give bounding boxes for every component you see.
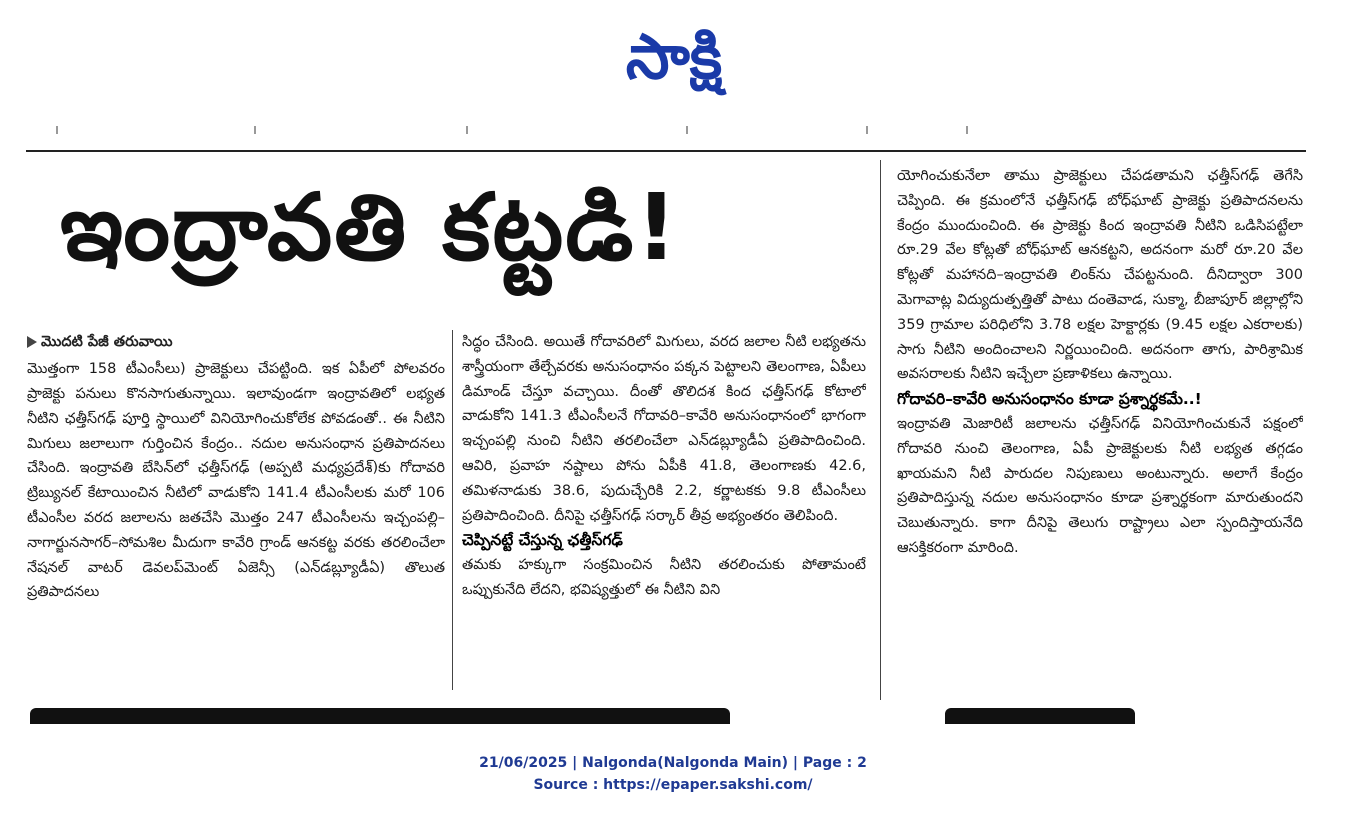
article-column-2 xyxy=(462,330,866,690)
column-rule-2 xyxy=(880,160,881,700)
column-2-text-b: తమకు హక్కుగా సంక్రమించిన నీటిని తరలించుకు పోతామంటే ఒప్పుకునేది లేదని, భవిష్యత్తులో ఈ నీటిని విని xyxy=(462,557,866,598)
lead-label-text: మొదటి పేజీ తరువాయి xyxy=(41,334,173,350)
lead-label xyxy=(27,330,173,355)
column-3-text-b: ఇంద్రావతి మెజారిటీ జలాలను ఛత్తీస్‌గఢ్ వినియోగించుకునే పక్షంలో గోదావరి నుంచి తెలంగాణ, ఏపీ ప్రాజెక్టులకు నీటి లభ్యత తగ్గడం ఖాయమని నీటి పారుదల నిపుణులు అంటున్నారు. అలాగే కేంద్రం ప్రతిపాదిస్తున్న నదుల అనుసంధానం కూడా ప్రశ్నార్థకంగా మారుతుందని చెబుతున్నారు. కాగా దీనిపై తెలుగు రాష్ట్రాలు ఎలా స్పందిస్తాయనేది ఆసక్తికరంగా మారింది. xyxy=(897,415,1303,556)
footer xyxy=(0,752,1346,796)
footer-source[interactable]: Source : https://epaper.sakshi.com/ xyxy=(533,777,813,793)
play-arrow-icon xyxy=(27,336,37,348)
column-2-text-a: సిద్ధం చేసింది. అయితే గోదావరిలో మిగులు, వరద జలాల నీటి లభ్యతను శాస్త్రీయంగా తేల్చేవరకు అనుసంధానం పక్కన పెట్టాలని తెలంగాణ, ఏపీలు డిమాండ్ చేస్తూ వచ్చాయి. దీంతో తొలిదశ కింద ఛత్తీస్‌గఢ్ కోటాలో వాడుకోని 141.3 టీఎంసీలనే గోదావరి–కావేరి అనుసంధానంలో భాగంగా ఇచ్చంపల్లి నుంచి నీటిని తరలించేలా ఎన్‌డబ్ల్యూడీఏ ప్రతిపాదించింది. ఆవిరి, ప్రవాహ నష్టాలు పోను ఏపీకి 41.8, తెలంగాణకు 42.6, తమిళనాడుకు 38.6, పుదుచ్చేరికి 2.2, కర్ణాటకకు 9.8 టీఎంసీలు ప్రతిపాదించింది. దీనిపై ఛత్తీస్‌గఢ్ సర్కార్ తీవ్ర అభ్యంతరం తెలిపింది. xyxy=(462,334,866,524)
footer-date-edition: 21/06/2025 | Nalgonda(Nalgonda Main) | Page : 2 xyxy=(479,755,867,771)
sakshi-logo xyxy=(574,14,774,100)
subheading-2: చెప్పినట్టే చేస్తున్న ఛత్తీస్‌గఢ్ xyxy=(462,531,623,550)
article-column-3 xyxy=(897,164,1303,694)
headline: ఇంద్రావతి కట్టడి! xyxy=(60,174,680,281)
next-headline-fragment-left xyxy=(30,708,730,724)
article-column-1 xyxy=(27,330,445,690)
svg-text:సాక్షి: సాక్షి xyxy=(625,20,723,93)
column-3-text-a: యోగించుకునేలా తాము ప్రాజెక్టులు చేపడతామని ఛత్తీస్‌గఢ్ తెగేసి చెప్పింది. ఈ క్రమంలోనే ఛత్తీస్‌గఢ్ బోధ్‌ఘాట్ ప్రాజెక్టు ప్రతిపాదనలను కేంద్రం ముందుంచింది. ఈ ప్రాజెక్టు కింద ఇంద్రావతి నీటిని ఒడిసిపట్టేలా రూ.29 వేల కోట్లతో బోధ్‌ఘాట్ ఆనకట్టని, అదనంగా మరో రూ.20 వేల కోట్లతో మహానది–ఇంద్రావతి లింక్‌ను చేపట్టనుంది. దీనిద్వారా 300 మెగావాట్ల విద్యుదుత్పత్తితో పాటు దంతెవాడ, సుక్మా, బీజాపూర్ జిల్లాల్లోని 359 గ్రామాల పరిధిలోని 3.78 లక్షల హెక్టార్లకు (9.45 లక్షల ఎకరాలకు) సాగు నీటిని అందించాలని నిర్ణయించింది. అదనంగా తాగు, పారిశ్రామిక అవసరాలకు నీటిని ఇచ్చేలా ప్రణాళికలు ఉన్నాయి. xyxy=(897,168,1303,383)
top-rule xyxy=(26,150,1306,152)
column-1-text: మొత్తంగా 158 టీఎంసీలు) ప్రాజెక్టులు చేపట్టింది. ఇక ఏపీలో పోలవరం ప్రాజెక్టు పనులు కొనసాగుతున్నాయి. ఇలావుండగా ఇంద్రావతిలో లభ్యత నీటిని ఛత్తీస్‌గఢ్ పూర్తి స్థాయిలో వినియోగించుకోలేక పోవడంతో.. ఈ నీటిని మిగులు జలాలుగా గుర్తించిన కేంద్రం.. నదుల అనుసంధాన ప్రతిపాదనలు చేసింది. ఇంద్రావతి బేసిన్‌లో ఛత్తీస్‌గఢ్ (అప్పటి మధ్యప్రదేశ్)కు గోదావరి ట్రిబ్యునల్ కేటాయించిన నీటిలో వాడుకోని 141.4 టీఎంసీలకు మరో 106 టీఎంసీల వరద జలాలను జతచేసి మొత్తం 247 టీఎంసీలను ఇచ్చంపల్లి–నాగార్జునసాగర్–సోమశిల మీదుగా కావేరి గ్రాండ్ ఆనకట్ట వరకు తరలించేలా నేషనల్ వాటర్ డెవలప్‌మెంట్ ఏజెన్సీ (ఎన్‌డబ్ల్యూడీఏ) తొలుత ప్రతిపాదనలు xyxy=(27,361,445,601)
subheading-3: గోదావరి–కావేరి అనుసంధానం కూడా ప్రశ్నార్థకమే..! xyxy=(897,390,1202,409)
column-rule-1 xyxy=(452,330,453,690)
clip-marks xyxy=(26,126,1306,138)
next-headline-fragment-right xyxy=(945,708,1135,724)
masthead xyxy=(0,0,1346,110)
